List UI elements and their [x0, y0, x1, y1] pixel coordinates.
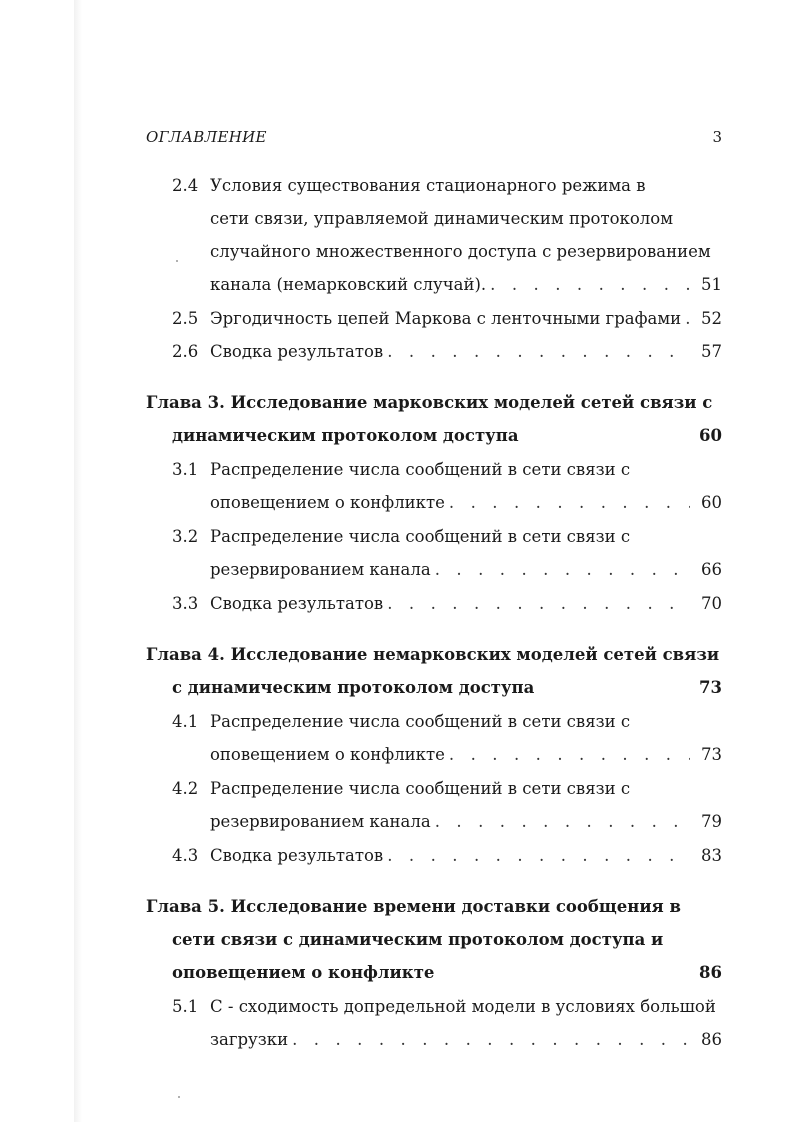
chapter-title: с динамическим протоколом доступа	[172, 678, 535, 697]
toc-entry-2-6[interactable]	[210, 342, 722, 366]
dot-leader	[387, 846, 690, 865]
toc-page: 86	[701, 1030, 722, 1049]
toc-entry-4-1[interactable]	[210, 745, 722, 769]
dot-leader	[685, 309, 690, 328]
scan-speck	[178, 1096, 180, 1098]
toc-entry-chapter-5[interactable]	[172, 963, 722, 987]
toc-entry-3-1[interactable]	[210, 493, 722, 517]
toc-text: сети связи, управляемой динамическим протоколом	[210, 209, 674, 228]
toc-line	[210, 779, 673, 803]
dot-leader	[292, 1030, 690, 1049]
toc-text: Эргодичность цепей Маркова с ленточными графами	[210, 309, 682, 328]
toc-line	[210, 712, 673, 736]
toc-entry-4-2[interactable]	[210, 812, 722, 836]
toc-text: резервированием канала	[210, 812, 431, 831]
toc-page: 83	[701, 846, 722, 865]
toc-entry-4-3[interactable]	[210, 846, 722, 870]
dot-leader	[387, 594, 690, 613]
toc-entry-chapter-3[interactable]	[172, 426, 722, 450]
toc-entry-5-1[interactable]	[210, 1030, 722, 1054]
toc-entry-2-4[interactable]	[210, 275, 722, 299]
section-number: 2.4	[172, 176, 199, 195]
toc-page: 66	[701, 560, 722, 579]
chapter-title: Глава 5. Исследование времени доставки сообщения в	[146, 897, 681, 916]
toc-text: загрузки	[210, 1030, 289, 1049]
toc-line	[210, 242, 711, 266]
toc-text: Распределение числа сообщений в сети связи с	[210, 527, 631, 546]
chapter-title: Глава 3. Исследование марковских моделей сетей связи с	[146, 393, 713, 412]
running-title: ОГЛАВЛЕНИЕ	[146, 128, 267, 146]
toc-line	[210, 527, 673, 551]
chapter-title: сети связи с динамическим протоколом доступа и	[172, 930, 664, 949]
toc-page: 86	[699, 963, 722, 982]
toc-line	[210, 176, 673, 200]
section-number: 4.3	[172, 846, 199, 865]
toc-page: 70	[701, 594, 722, 613]
toc-text: Сводка результатов	[210, 342, 384, 361]
dot-leader	[449, 493, 690, 512]
page-header	[146, 128, 722, 148]
toc-text: резервированием канала	[210, 560, 431, 579]
toc-page: 79	[701, 812, 722, 831]
toc-line	[210, 997, 716, 1021]
section-number: 3.1	[172, 460, 199, 479]
chapter-3-heading	[146, 393, 713, 417]
section-number: 2.6	[172, 342, 199, 361]
chapter-title: Глава 4. Исследование немарковских моделей сетей связи	[146, 645, 720, 664]
toc-entry-3-3[interactable]	[210, 594, 722, 618]
toc-text: оповещением о конфликте	[210, 493, 445, 512]
scan-speck	[176, 260, 178, 262]
toc-line	[210, 460, 673, 484]
toc-text: оповещением о конфликте	[210, 745, 445, 764]
toc-text: Распределение числа сообщений в сети связи с	[210, 779, 631, 798]
section-number: 2.5	[172, 309, 199, 328]
toc-text: Распределение числа сообщений в сети связи с	[210, 460, 631, 479]
toc-entry-chapter-4[interactable]	[172, 678, 722, 702]
toc-entry-2-5[interactable]	[210, 309, 722, 333]
scan-edge-shadow	[74, 0, 82, 1122]
section-number: 3.2	[172, 527, 199, 546]
chapter-5-heading	[146, 897, 693, 921]
toc-text: Условия существования стационарного режима в	[210, 176, 646, 195]
dot-leader	[387, 342, 690, 361]
toc-page: 60	[701, 493, 722, 512]
toc-page: 51	[701, 275, 722, 294]
dot-leader	[490, 275, 690, 294]
chapter-title: динамическим протоколом доступа	[172, 426, 519, 445]
toc-text: канала (немарковский случай).	[210, 275, 487, 294]
toc-text: С - сходимость допредельной модели в условиях большой	[210, 997, 716, 1016]
toc-line	[210, 209, 673, 233]
chapter-5-heading-line2	[172, 930, 693, 954]
page-number: 3	[712, 128, 722, 146]
section-number: 4.2	[172, 779, 199, 798]
toc-page: 52	[701, 309, 722, 328]
toc-page: 60	[699, 426, 722, 445]
section-number: 3.3	[172, 594, 199, 613]
toc-text: Сводка результатов	[210, 594, 384, 613]
toc-text: Распределение числа сообщений в сети связи с	[210, 712, 631, 731]
toc-page: 57	[701, 342, 722, 361]
section-number: 5.1	[172, 997, 199, 1016]
dot-leader	[435, 812, 690, 831]
chapter-4-heading	[146, 645, 720, 669]
section-number: 4.1	[172, 712, 199, 731]
toc-entry-3-2[interactable]	[210, 560, 722, 584]
toc-page: 73	[701, 745, 722, 764]
toc-page: 73	[699, 678, 722, 697]
dot-leader	[435, 560, 690, 579]
toc-text: Сводка результатов	[210, 846, 384, 865]
toc-text: случайного множественного доступа с резервированием	[210, 242, 711, 261]
chapter-title: оповещением о конфликте	[172, 963, 435, 982]
dot-leader	[449, 745, 690, 764]
